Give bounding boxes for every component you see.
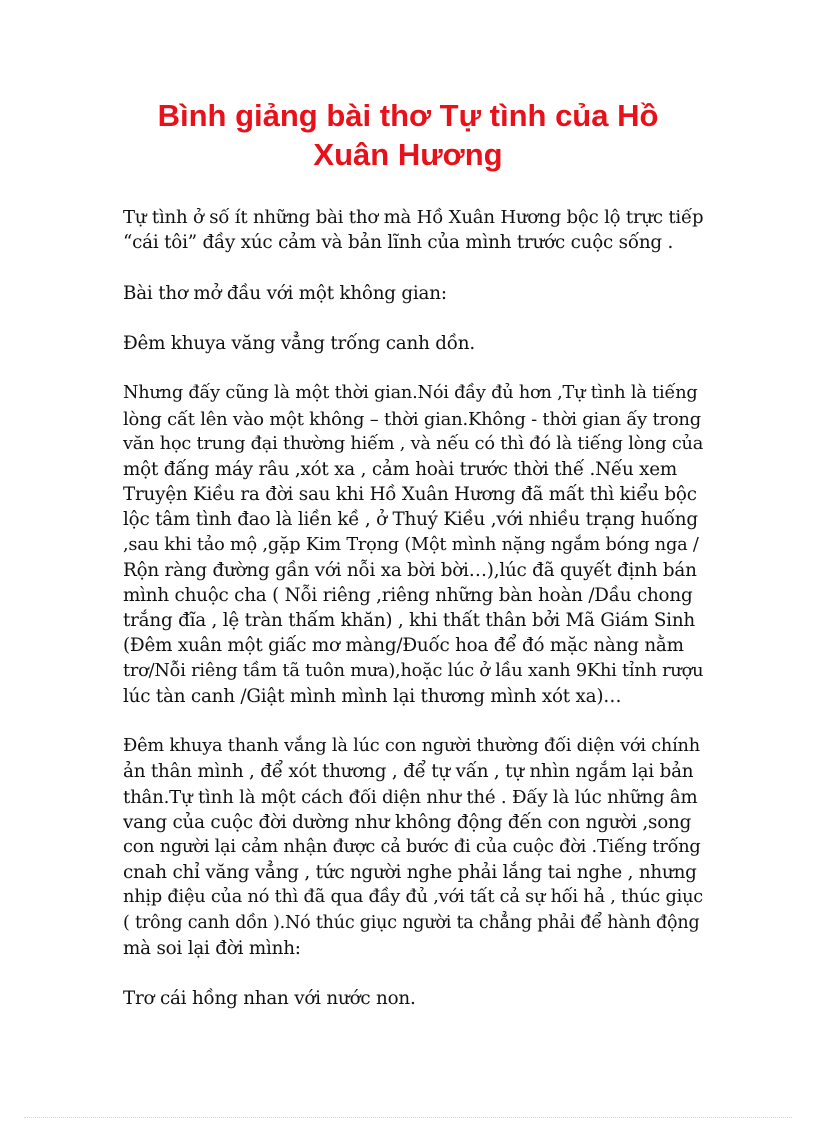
text-line: văn học trung đại thường hiếm , và nếu có thì đó là tiếng lòng của xyxy=(123,433,704,454)
text-line: “cái tôi” đầy xúc cảm và bản lĩnh của mình trước cuộc sống . xyxy=(123,232,674,254)
paragraph-analysis-1 xyxy=(123,381,703,709)
text-line: Nhưng đấy cũng là một thời gian.Nói đầy đủ hơn ,Tự tình là tiếng xyxy=(123,383,698,404)
text-line: ,sau khi tảo mộ ,gặp Kim Trọng (Một mình nặng ngắm bóng nga / xyxy=(123,534,699,555)
text-line: Trơ cái hồng nhan với nước non. xyxy=(123,988,416,1010)
paragraph-analysis-2 xyxy=(123,734,703,961)
text-line: lòng cất lên vào một không – thời gian.Không - thời gian ấy trong xyxy=(123,408,701,430)
text-line: Rộn ràng đường gần với nỗi xa bời bời…),lúc đã quyết định bán xyxy=(123,559,697,581)
text-line: cnah chỉ văng vẳng , tức người nghe phải lắng tai nghe , nhưng xyxy=(123,862,697,884)
page-bottom-divider xyxy=(24,1117,792,1118)
text-line: lộc tâm tình đao là liền kề , ở Thuý Kiều ,với nhiều trạng huống xyxy=(123,509,698,531)
text-line: ( trông canh dồn ).Nó thúc giục người ta chẳng phải để hành động xyxy=(123,912,700,933)
text-line: trắng đĩa , lệ tràn thấm khăn) , khi thất thân bởi Mã Giám Sinh xyxy=(123,610,695,632)
poem-verse-1 xyxy=(123,331,703,356)
text-line: mình chuộc cha ( Nỗi riêng ,riêng những bàn hoàn /Dầu chong xyxy=(123,585,693,606)
text-line: Tự tình ở số ít những bài thơ mà Hồ Xuân Hương bộc lộ trực tiếp xyxy=(123,207,704,228)
text-line: mà soi lại đời mình: xyxy=(123,937,301,959)
text-line: trơ/Nỗi riêng tầm tã tuôn mưa),hoặc lúc ở lầu xanh 9Khi tỉnh rượu xyxy=(123,660,704,681)
title-line: Xuân Hương xyxy=(313,137,503,172)
text-line: Truyện Kiều ra đời sau khi Hồ Xuân Hương đã mất thì kiểu bộc xyxy=(123,484,697,506)
text-line: lúc tàn canh /Giật mình mình lại thương mình xót xa)… xyxy=(123,685,622,707)
text-line: một đấng máy râu ,xót xa , cảm hoài trước thời thế .Nếu xem xyxy=(123,458,678,480)
text-line: Đêm khuya thanh vắng là lúc con người thường đối diện với chính xyxy=(123,736,700,757)
text-line: Bài thơ mở đầu với một không gian: xyxy=(123,282,447,304)
paragraph-intro xyxy=(123,205,703,255)
document-title xyxy=(100,96,716,174)
text-line: con người lại cảm nhận được cả bước đi của cuộc đời .Tiếng trống xyxy=(123,837,701,858)
text-line: (Đêm xuân một giấc mơ màng/Đuốc hoa để đó mặc nàng nằm xyxy=(123,635,684,657)
paragraph-opening xyxy=(123,281,703,306)
poem-verse-2 xyxy=(123,986,703,1011)
text-line: ản thân mình , để xót thương , để tự vấn , tự nhìn ngắm lại bản xyxy=(123,761,694,783)
title-line: Bình giảng bài thơ Tự tình của Hồ xyxy=(157,98,659,133)
text-line: vang của cuộc đời dường như không động đến con người ,song xyxy=(123,811,692,833)
text-line: thân.Tự tình là một cách đối diện như thé . Đấy là lúc những âm xyxy=(123,786,698,808)
text-line: nhịp điệu của nó thì đã qua đầy đủ ,với tất cả sự hối hả , thúc giục xyxy=(123,887,704,908)
text-line: Đêm khuya văng vẳng trống canh dồn. xyxy=(123,332,475,354)
document-body xyxy=(123,205,703,1011)
